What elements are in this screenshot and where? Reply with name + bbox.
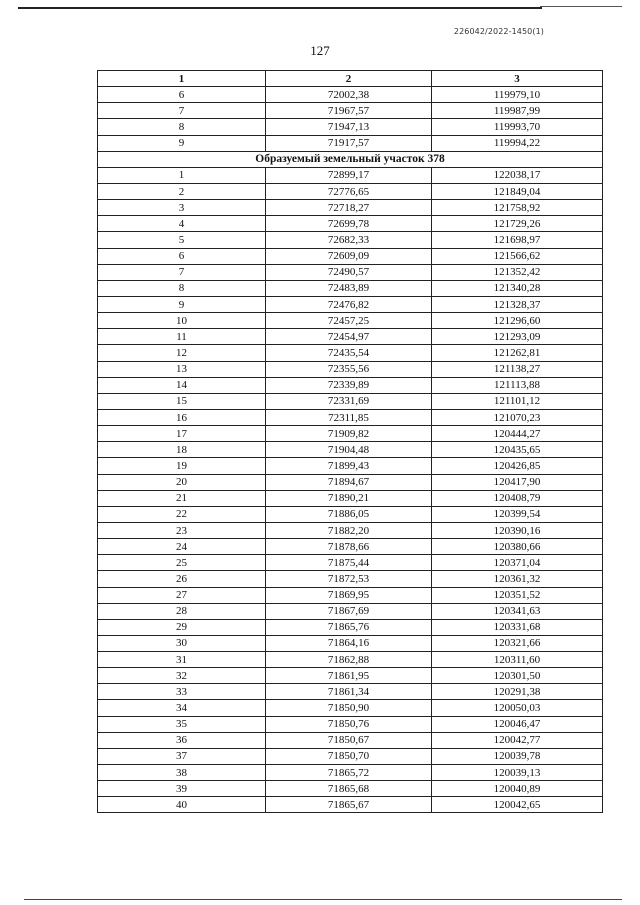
y-coordinate-cell: 121296,60: [432, 313, 603, 329]
point-number-cell: 12: [98, 345, 266, 361]
table-row: [98, 393, 603, 409]
coordinates-table: [97, 70, 603, 813]
table-row: [98, 490, 603, 506]
table-row: [98, 522, 603, 538]
x-coordinate-cell: 71967,57: [266, 103, 432, 119]
x-coordinate-cell: 71865,72: [266, 765, 432, 781]
point-number-cell: 3: [98, 200, 266, 216]
table-row: [98, 732, 603, 748]
table-row: [98, 506, 603, 522]
y-coordinate-cell: 121352,42: [432, 264, 603, 280]
column-header-2: 2: [266, 71, 432, 87]
point-number-cell: 8: [98, 280, 266, 296]
point-number-cell: 5: [98, 232, 266, 248]
x-coordinate-cell: 72311,85: [266, 409, 432, 425]
point-number-cell: 7: [98, 264, 266, 280]
y-coordinate-cell: 120380,66: [432, 539, 603, 555]
x-coordinate-cell: 72490,57: [266, 264, 432, 280]
x-coordinate-cell: 71850,90: [266, 700, 432, 716]
page-number: 127: [310, 43, 330, 58]
y-coordinate-cell: 121729,26: [432, 216, 603, 232]
y-coordinate-cell: 120390,16: [432, 522, 603, 538]
section-title-row: [98, 151, 603, 167]
x-coordinate-cell: 71865,67: [266, 797, 432, 813]
table-body-previous-parcel: [98, 87, 603, 152]
table-row: [98, 442, 603, 458]
point-number-cell: 34: [98, 700, 266, 716]
x-coordinate-cell: 72899,17: [266, 167, 432, 183]
x-coordinate-cell: 71850,76: [266, 716, 432, 732]
table-row: [98, 652, 603, 668]
x-coordinate-cell: 72454,97: [266, 329, 432, 345]
x-coordinate-cell: 71864,16: [266, 635, 432, 651]
y-coordinate-cell: 120331,68: [432, 619, 603, 635]
point-number-cell: 14: [98, 377, 266, 393]
x-coordinate-cell: 72339,89: [266, 377, 432, 393]
table-row: [98, 103, 603, 119]
point-number-cell: 16: [98, 409, 266, 425]
x-coordinate-cell: 71865,68: [266, 781, 432, 797]
table-row: [98, 200, 603, 216]
table-row: [98, 797, 603, 813]
table-row: [98, 748, 603, 764]
x-coordinate-cell: 72002,38: [266, 87, 432, 103]
table-row: [98, 765, 603, 781]
x-coordinate-cell: 71882,20: [266, 522, 432, 538]
x-coordinate-cell: 71875,44: [266, 555, 432, 571]
y-coordinate-cell: 121070,23: [432, 409, 603, 425]
x-coordinate-cell: 71850,67: [266, 732, 432, 748]
table-row: [98, 183, 603, 199]
table-row: [98, 216, 603, 232]
document-id: 226042/2022-1450(1): [453, 27, 544, 36]
point-number-cell: 26: [98, 571, 266, 587]
y-coordinate-cell: 120291,38: [432, 684, 603, 700]
y-coordinate-cell: 120039,78: [432, 748, 603, 764]
point-number-cell: 21: [98, 490, 266, 506]
point-number-cell: 35: [98, 716, 266, 732]
y-coordinate-cell: 121113,88: [432, 377, 603, 393]
x-coordinate-cell: 71947,13: [266, 119, 432, 135]
x-coordinate-cell: 71909,82: [266, 426, 432, 442]
y-coordinate-cell: 120408,79: [432, 490, 603, 506]
point-number-cell: 38: [98, 765, 266, 781]
point-number-cell: 33: [98, 684, 266, 700]
y-coordinate-cell: 120341,63: [432, 603, 603, 619]
y-coordinate-cell: 120311,60: [432, 652, 603, 668]
x-coordinate-cell: 71899,43: [266, 458, 432, 474]
point-number-cell: 6: [98, 248, 266, 264]
point-number-cell: 22: [98, 506, 266, 522]
y-coordinate-cell: 120361,32: [432, 571, 603, 587]
table-row: [98, 684, 603, 700]
y-coordinate-cell: 120046,47: [432, 716, 603, 732]
x-coordinate-cell: 71904,48: [266, 442, 432, 458]
top-scan-rule-thin: [540, 6, 622, 7]
x-coordinate-cell: 71869,95: [266, 587, 432, 603]
table-row: [98, 781, 603, 797]
y-coordinate-cell: 121698,97: [432, 232, 603, 248]
table-row: [98, 716, 603, 732]
x-coordinate-cell: 72331,69: [266, 393, 432, 409]
y-coordinate-cell: 120399,54: [432, 506, 603, 522]
y-coordinate-cell: 120371,04: [432, 555, 603, 571]
x-coordinate-cell: 71861,95: [266, 668, 432, 684]
y-coordinate-cell: 121101,12: [432, 393, 603, 409]
y-coordinate-cell: 120042,77: [432, 732, 603, 748]
x-coordinate-cell: 71872,53: [266, 571, 432, 587]
point-number-cell: 18: [98, 442, 266, 458]
y-coordinate-cell: 121758,92: [432, 200, 603, 216]
x-coordinate-cell: 72609,09: [266, 248, 432, 264]
x-coordinate-cell: 71867,69: [266, 603, 432, 619]
table-row: [98, 313, 603, 329]
y-coordinate-cell: 121262,81: [432, 345, 603, 361]
y-coordinate-cell: 120417,90: [432, 474, 603, 490]
y-coordinate-cell: 121293,09: [432, 329, 603, 345]
y-coordinate-cell: 120435,65: [432, 442, 603, 458]
x-coordinate-cell: 71850,70: [266, 748, 432, 764]
x-coordinate-cell: 71917,57: [266, 135, 432, 151]
y-coordinate-cell: 122038,17: [432, 167, 603, 183]
x-coordinate-cell: 71878,66: [266, 539, 432, 555]
point-number-cell: 6: [98, 87, 266, 103]
table-row: [98, 361, 603, 377]
point-number-cell: 19: [98, 458, 266, 474]
table-row: [98, 426, 603, 442]
table-row: [98, 119, 603, 135]
point-number-cell: 29: [98, 619, 266, 635]
x-coordinate-cell: 72483,89: [266, 280, 432, 296]
column-header-1: 1: [98, 71, 266, 87]
y-coordinate-cell: 120039,13: [432, 765, 603, 781]
point-number-cell: 27: [98, 587, 266, 603]
point-number-cell: 1: [98, 167, 266, 183]
point-number-cell: 23: [98, 522, 266, 538]
table-row: [98, 135, 603, 151]
table-row: [98, 474, 603, 490]
point-number-cell: 28: [98, 603, 266, 619]
y-coordinate-cell: 120426,85: [432, 458, 603, 474]
y-coordinate-cell: 121340,28: [432, 280, 603, 296]
point-number-cell: 17: [98, 426, 266, 442]
point-number-cell: 25: [98, 555, 266, 571]
table-row: [98, 264, 603, 280]
table-section: [98, 151, 603, 167]
point-number-cell: 24: [98, 539, 266, 555]
point-number-cell: 9: [98, 296, 266, 312]
y-coordinate-cell: 119994,22: [432, 135, 603, 151]
table-row: [98, 571, 603, 587]
y-coordinate-cell: 119979,10: [432, 87, 603, 103]
point-number-cell: 37: [98, 748, 266, 764]
y-coordinate-cell: 121849,04: [432, 183, 603, 199]
point-number-cell: 32: [98, 668, 266, 684]
column-header-3: 3: [432, 71, 603, 87]
top-scan-rule: [18, 7, 542, 9]
point-number-cell: 13: [98, 361, 266, 377]
y-coordinate-cell: 119993,70: [432, 119, 603, 135]
table-row: [98, 539, 603, 555]
point-number-cell: 15: [98, 393, 266, 409]
table-row: [98, 329, 603, 345]
x-coordinate-cell: 72699,78: [266, 216, 432, 232]
point-number-cell: 39: [98, 781, 266, 797]
x-coordinate-cell: 72476,82: [266, 296, 432, 312]
x-coordinate-cell: 71890,21: [266, 490, 432, 506]
table-row: [98, 345, 603, 361]
table-body-parcel-378: [98, 167, 603, 813]
table-row: [98, 587, 603, 603]
table-row: [98, 377, 603, 393]
y-coordinate-cell: 120301,50: [432, 668, 603, 684]
point-number-cell: 2: [98, 183, 266, 199]
y-coordinate-cell: 121328,37: [432, 296, 603, 312]
y-coordinate-cell: 120042,65: [432, 797, 603, 813]
x-coordinate-cell: 72718,27: [266, 200, 432, 216]
table-row: [98, 635, 603, 651]
table-row: [98, 280, 603, 296]
bottom-scan-rule: [24, 899, 622, 900]
x-coordinate-cell: 71886,05: [266, 506, 432, 522]
table-row: [98, 619, 603, 635]
table-header-row: [98, 71, 603, 87]
table-row: [98, 409, 603, 425]
x-coordinate-cell: 72776,65: [266, 183, 432, 199]
table-row: [98, 87, 603, 103]
y-coordinate-cell: 121566,62: [432, 248, 603, 264]
y-coordinate-cell: 120321,66: [432, 635, 603, 651]
x-coordinate-cell: 71862,88: [266, 652, 432, 668]
y-coordinate-cell: 120351,52: [432, 587, 603, 603]
point-number-cell: 30: [98, 635, 266, 651]
section-title: Образуемый земельный участок 378: [98, 151, 603, 167]
point-number-cell: 4: [98, 216, 266, 232]
table-row: [98, 296, 603, 312]
point-number-cell: 20: [98, 474, 266, 490]
table-row: [98, 167, 603, 183]
point-number-cell: 40: [98, 797, 266, 813]
table-row: [98, 700, 603, 716]
y-coordinate-cell: 120040,89: [432, 781, 603, 797]
x-coordinate-cell: 71865,76: [266, 619, 432, 635]
x-coordinate-cell: 72682,33: [266, 232, 432, 248]
table-row: [98, 555, 603, 571]
x-coordinate-cell: 72435,54: [266, 345, 432, 361]
point-number-cell: 31: [98, 652, 266, 668]
point-number-cell: 8: [98, 119, 266, 135]
x-coordinate-cell: 71861,34: [266, 684, 432, 700]
table-row: [98, 458, 603, 474]
y-coordinate-cell: 120050,03: [432, 700, 603, 716]
y-coordinate-cell: 119987,99: [432, 103, 603, 119]
table-row: [98, 668, 603, 684]
table-row: [98, 603, 603, 619]
y-coordinate-cell: 120444,27: [432, 426, 603, 442]
x-coordinate-cell: 72457,25: [266, 313, 432, 329]
y-coordinate-cell: 121138,27: [432, 361, 603, 377]
point-number-cell: 7: [98, 103, 266, 119]
point-number-cell: 9: [98, 135, 266, 151]
point-number-cell: 10: [98, 313, 266, 329]
point-number-cell: 11: [98, 329, 266, 345]
point-number-cell: 36: [98, 732, 266, 748]
table-row: [98, 248, 603, 264]
table-row: [98, 232, 603, 248]
x-coordinate-cell: 71894,67: [266, 474, 432, 490]
x-coordinate-cell: 72355,56: [266, 361, 432, 377]
